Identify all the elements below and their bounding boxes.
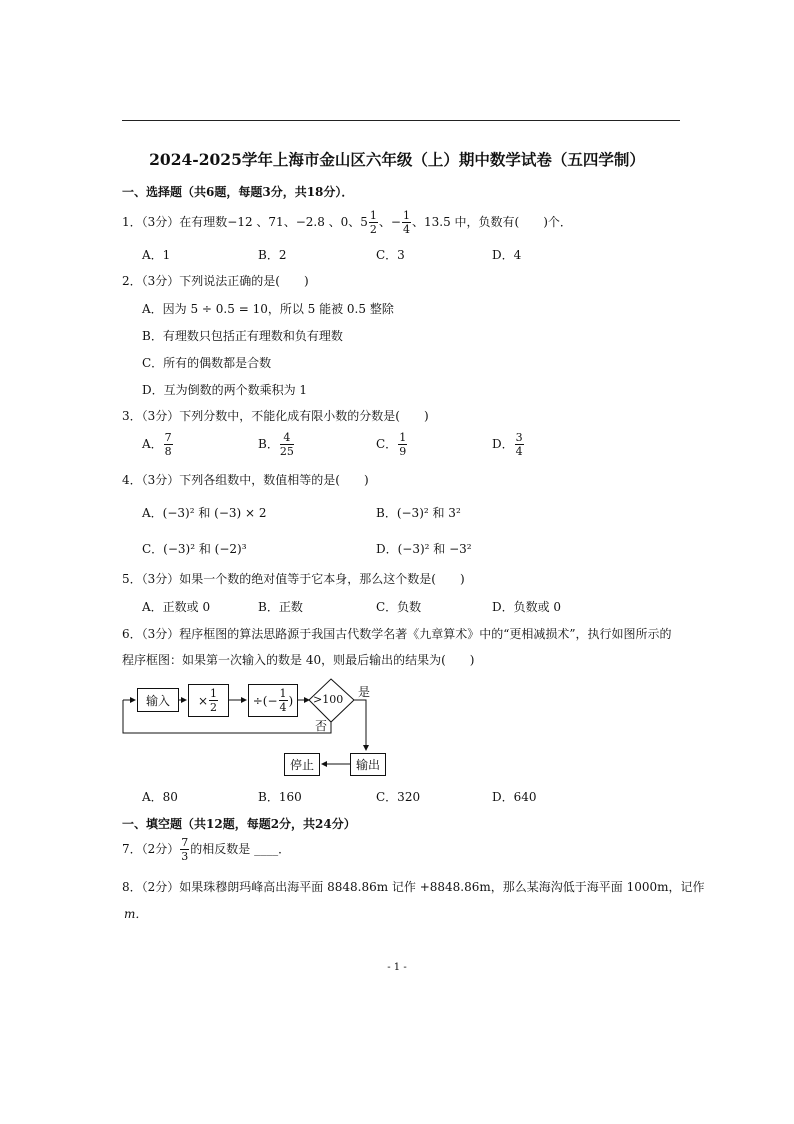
q5-option-d: D．负数或 0 xyxy=(492,600,562,614)
q6-option-c: C．320 xyxy=(376,790,421,804)
question-3: 3．（3分）下列分数中，不能化成有限小数的分数是( ) xyxy=(122,409,429,423)
flow-yes-label: 是 xyxy=(358,685,371,699)
q3-option-c: C． $\frac{1}{9}$ xyxy=(376,431,407,458)
q3-option-b: B． $\frac{4}{25}$ xyxy=(258,431,294,458)
q3-option-d: D． $\frac{3}{4}$ xyxy=(492,431,523,458)
q4-option-b: B．(−3)² 和 3² xyxy=(376,506,461,520)
q1-fraction-quarter: $\frac{1}{4}$ xyxy=(402,209,410,236)
flow-output-box: 输出 xyxy=(350,753,386,776)
q1-sep: 、− xyxy=(378,215,401,229)
q1-fraction-half: $\frac{1}{2}$ xyxy=(369,209,377,236)
q1-pre: 1．（3分）在有理数 xyxy=(122,215,228,229)
q1-option-b: B．2 xyxy=(258,248,287,262)
q2-option-b: B．有理数只包括正有理数和负有理数 xyxy=(142,329,343,343)
question-5: 5．（3分）如果一个数的绝对值等于它本身，那么这个数是( ) xyxy=(122,572,465,586)
question-7: 7．（2分） $\frac{7}{3}$ 的相反数是 ____． xyxy=(122,836,291,863)
q2-option-d: D．互为倒数的两个数乘积为 1 xyxy=(142,383,308,397)
q1-option-a: A．1 xyxy=(142,248,171,262)
flow-multiply-box: × $\frac{1}{2}$ xyxy=(188,684,229,717)
q3-option-a: A． $\frac{7}{8}$ xyxy=(142,431,172,458)
q1-whole: 5 xyxy=(360,215,368,229)
q6-option-b: B．160 xyxy=(258,790,302,804)
flow-divide-box: ÷(− $\frac{1}{4}$ ) xyxy=(248,684,298,717)
q6-option-a: A．80 xyxy=(142,790,178,804)
question-8-line2: m． xyxy=(124,907,148,921)
q1-option-c: C．3 xyxy=(376,248,405,262)
flow-condition-label: >100 xyxy=(313,693,344,706)
q5-option-b: B．正数 xyxy=(258,600,303,614)
q1-nums: −12 、71、−2.8 、0、 xyxy=(227,215,361,229)
q4-option-d: D．(−3)² 和 −3² xyxy=(376,542,472,556)
question-4: 4．（3分）下列各组数中，数值相等的是( ) xyxy=(122,473,369,487)
q2-option-c: C．所有的偶数都是合数 xyxy=(142,356,272,370)
section-heading-fill: 一、填空题（共12题，每题2分，共24分） xyxy=(122,817,356,831)
question-2: 2．（3分）下列说法正确的是( ) xyxy=(122,274,309,288)
q5-option-a: A．正数或 0 xyxy=(142,600,211,614)
page-title: 2024-2025学年上海市金山区六年级（上）期中数学试卷（五四学制） xyxy=(149,150,645,169)
q4-option-a: A．(−3)² 和 (−3) × 2 xyxy=(142,506,267,520)
q6-option-d: D．640 xyxy=(492,790,537,804)
flow-stop-box: 停止 xyxy=(284,753,320,776)
q7-fraction: $\frac{7}{3}$ xyxy=(181,836,189,863)
flow-input-box: 输入 xyxy=(137,688,179,712)
q1-post: 、13.5 中，负数有( )个． xyxy=(411,215,572,229)
q5-option-c: C．负数 xyxy=(376,600,422,614)
q1-option-d: D．4 xyxy=(492,248,522,262)
q2-option-a: A．因为 5 ÷ 0.5 = 10，所以 5 能被 0.5 整除 xyxy=(142,302,394,316)
section-heading-choice: 一、选择题（共6题，每题3分，共18分）． xyxy=(122,185,354,199)
question-6-line1: 6．（3分）程序框图的算法思路源于我国古代数学名著《九章算术》中的“更相减损术”，执行如图所示的 xyxy=(122,627,672,641)
flow-no-label: 否 xyxy=(315,719,328,733)
question-6-line2: 程序框图：如果第一次输入的数是 40，则最后输出的结果为( ) xyxy=(122,653,475,667)
question-8-line1: 8．（2分）如果珠穆朗玛峰高出海平面 8848.86m 记作 +8848.86m，那么某海沟低于海平面 1000m，记作 xyxy=(122,880,705,894)
page-number: - 1 - xyxy=(387,962,407,973)
q4-option-c: C．(−3)² 和 (−2)³ xyxy=(142,542,247,556)
